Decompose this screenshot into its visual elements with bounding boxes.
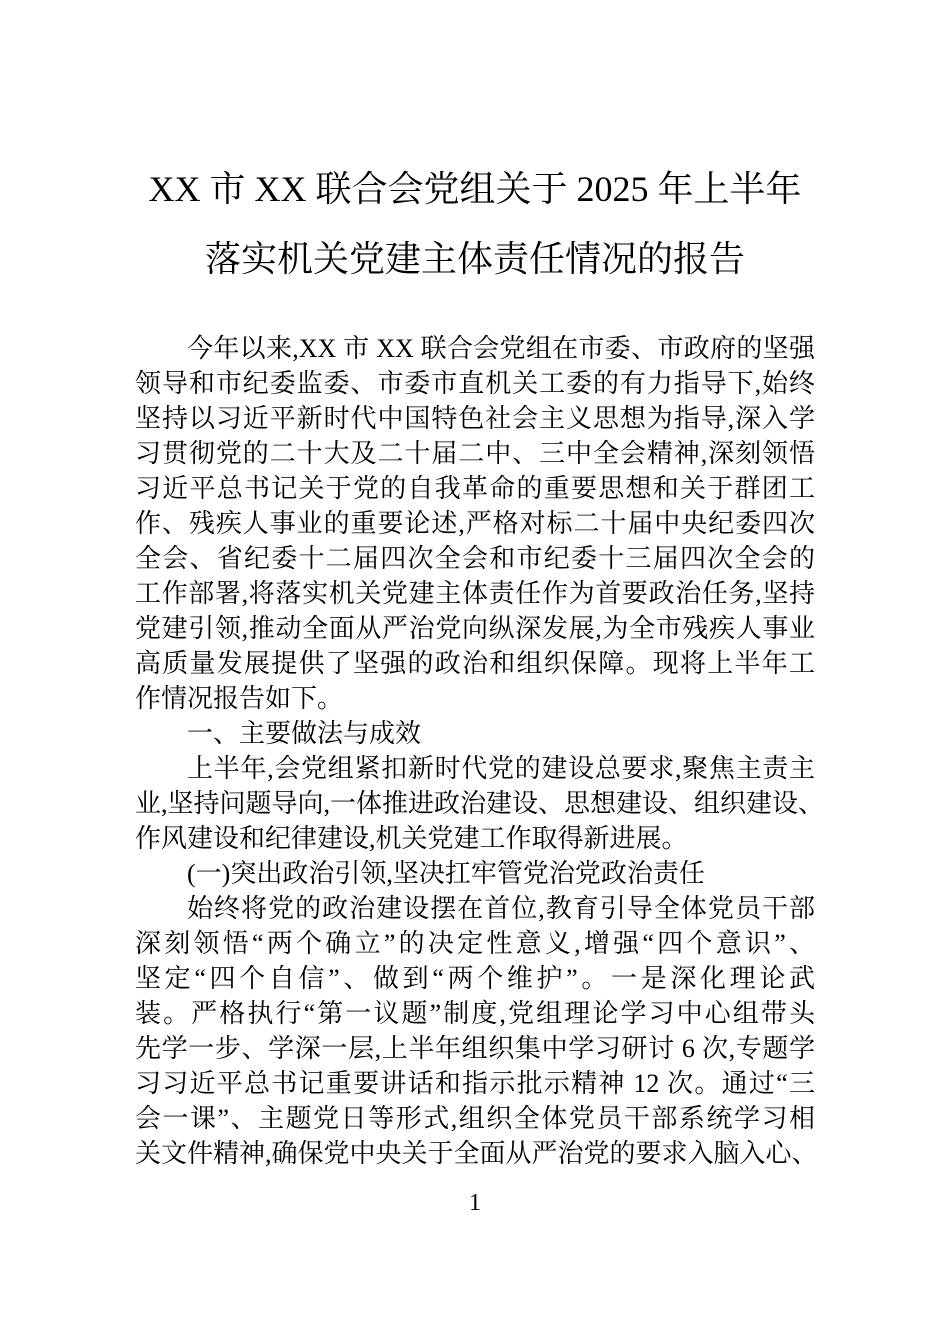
body-text-line: 作风建设和纪律建设,机关党建工作取得新进展。 <box>135 824 688 853</box>
body-text-line: 高质量发展提供了坚强的政治和组织保障。现将上半年工 <box>135 649 815 678</box>
page-number: 1 <box>469 1190 481 1216</box>
body-text-line: 作、残疾人事业的重要论述,严格对标二十届中央纪委四次 <box>135 509 815 538</box>
body-text-line: 业,坚持问题导向,一体推进政治建设、思想建设、组织建设、 <box>135 789 825 818</box>
document-title <box>135 154 815 294</box>
body-text-line: 深刻领悟“两个确立”的决定性意义,增强“四个意识”、 <box>135 929 815 958</box>
subsection-heading: (一)突出政治引领,坚决扛牢管党治党政治责任 <box>187 859 705 888</box>
body-text-line: 作情况报告如下。 <box>135 684 344 713</box>
body-text-line: 习贯彻党的二十大及二十届二中、三中全会精神,深刻领悟 <box>135 439 815 468</box>
body-text-line: 党建引领,推动全面从严治党向纵深发展,为全市残疾人事业 <box>135 614 815 643</box>
document-title-line-2: 落实机关党建主体责任情况的报告 <box>204 239 745 279</box>
body-text-line: 装。严格执行“第一议题”制度,党组理论学习中心组带头 <box>135 999 815 1028</box>
body-text-line: 工作部署,将落实机关党建主体责任作为首要政治任务,坚持 <box>135 579 815 608</box>
body-text-line: 上半年,会党组紧扣新时代党的建设总要求,聚焦主责主 <box>187 754 815 783</box>
body-text-line: 今年以来,XX 市 XX 联合会党组在市委、市政府的坚强 <box>187 334 815 363</box>
body-text-line: 始终将党的政治建设摆在首位,教育引导全体党员干部 <box>187 894 815 923</box>
body-text-line: 坚持以习近平新时代中国特色社会主义思想为指导,深入学 <box>135 404 815 433</box>
body-text-line: 坚定“四个自信”、做到“两个维护”。一是深化理论武 <box>135 964 815 993</box>
body-text-line: 习习近平总书记重要讲话和指示批示精神 12 次。通过“三 <box>135 1069 815 1098</box>
body-text-line: 先学一步、学深一层,上半年组织集中学习研讨 6 次,专题学 <box>135 1034 815 1063</box>
document-content <box>0 154 950 1221</box>
section-heading: 一、主要做法与成效 <box>187 719 422 748</box>
body-text-line: 领导和市纪委监委、市委市直机关工委的有力指导下,始终 <box>135 369 815 398</box>
document-title-line-1: XX 市 XX 联合会党组关于 2025 年上半年 <box>148 169 802 209</box>
document-body <box>135 331 825 1171</box>
body-text-line: 关文件精神,确保党中央关于全面从严治党的要求入脑入心、 <box>135 1139 818 1168</box>
body-text-line: 会一课”、主题党日等形式,组织全体党员干部系统学习相 <box>135 1104 815 1133</box>
body-text-line: 全会、省纪委十二届四次全会和市纪委十三届四次全会的 <box>135 544 815 573</box>
body-text-line: 习近平总书记关于党的自我革命的重要思想和关于群团工 <box>135 474 815 503</box>
